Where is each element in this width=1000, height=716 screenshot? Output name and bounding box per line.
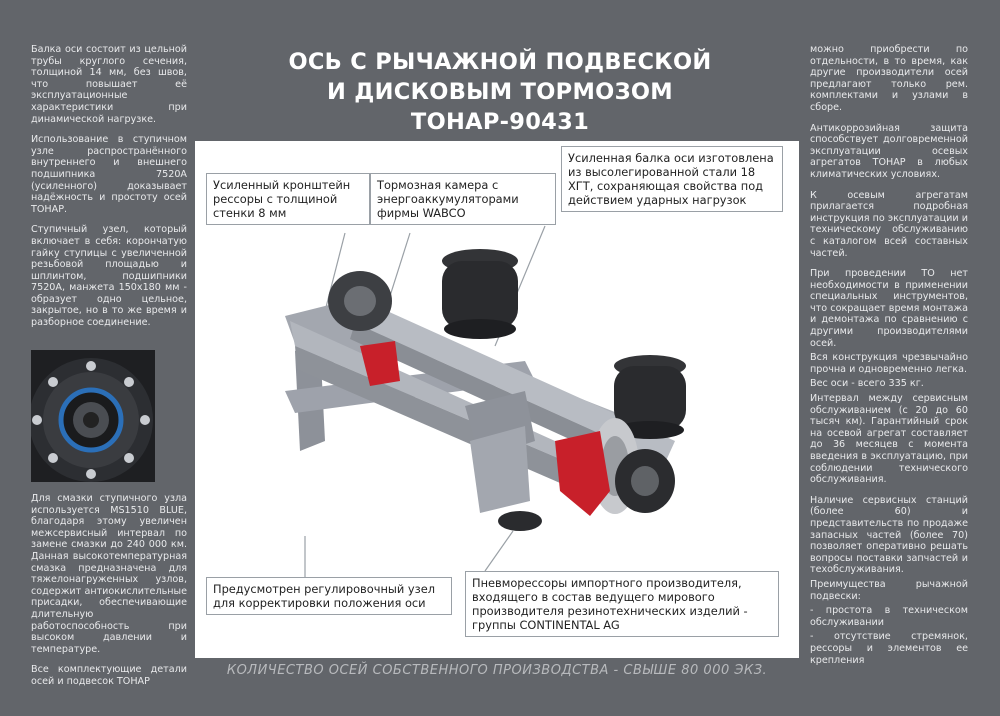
left-text-column	[31, 44, 187, 338]
right-paragraph-7: Интервал между сервисным обслуживанием (с 20 до 60 тысяч км). Гарантийный срок на осевой агрегат составляет до 36 месяцев с момента введения в эксплуатацию, при соблюдении технического обслуживания.	[810, 393, 968, 486]
right-paragraph-6: Вес оси - всего 335 кг.	[810, 378, 924, 390]
callout-bracket-text: Усиленный кронштейн рессоры с толщиной стенки 8 мм	[213, 178, 351, 220]
title-line-2: И ДИСКОВЫМ ТОРМОЗОМ	[327, 79, 673, 105]
left-bottom-paragraph-2: Все комплектующие детали осей и подвесок ТОНАР	[31, 664, 187, 687]
left-paragraph-2: Использование в ступичном узле распространённого внутреннего и внешнего подшипника 7520A (усиленного) доказывает надёжность и простоту осей ТОНАР.	[31, 134, 187, 215]
callout-adjust-unit	[206, 577, 452, 615]
callout-air-springs-text: Пневморессоры импортного производителя, входящего в состав ведущего мирового производителя резинотехнических изделий - группы CONTINENTAL AG	[472, 576, 748, 632]
hub-photo	[31, 350, 155, 482]
left-bottom-paragraph-1: Для смазки ступичного узла используется MS1510 BLUE, благодаря этому увеличен межсервисный интервал по замене смазки до 240 000 км. Данная высокотемпературная смазка предназначена для тяжелонагруженных узлов, содержит антиокислительные присадки, обеспечивающие длительную работоспособность при высоком давлении и температуре.	[31, 493, 187, 655]
right-paragraph-1: можно приобрести по отдельности, в то время, как другие производители осей предлагают только рем. комплектами и узлами в сборе.	[810, 44, 968, 113]
callout-axle-beam-text: Усиленная балка оси изготовлена из высолегированной стали 18 ХГТ, сохраняющая свойства под действием ударных нагрузок	[568, 151, 774, 207]
left-paragraph-1: Балка оси состоит из цельной трубы круглого сечения, толщиной 14 мм, без швов, что повышает её эксплуатационные характеристики при динамической нагрузке.	[31, 44, 187, 125]
right-paragraph-10: - простота в техническом обслуживании	[810, 605, 968, 628]
callout-brake-chamber	[370, 173, 556, 225]
right-text-column	[810, 44, 968, 675]
title-line-1: ОСЬ С РЫЧАЖНОЙ ПОДВЕСКОЙ	[288, 49, 712, 75]
callout-bracket	[206, 173, 370, 225]
illustration-panel	[195, 141, 799, 658]
right-paragraph-4: При проведении ТО нет необходимости в применении специальных инструментов, что сокращает время монтажа и демонтажа по сравнению с другими производителями осей.	[810, 268, 968, 349]
left-text-column-bottom	[31, 493, 187, 697]
right-paragraph-9: Преимущества рычажной подвески:	[810, 578, 968, 602]
callout-brake-chamber-text: Тормозная камера с энергоаккумуляторами фирмы WABCO	[377, 178, 519, 220]
production-footer: КОЛИЧЕСТВО ОСЕЙ СОБСТВЕННОГО ПРОИЗВОДСТВА - СВЫШЕ 80 000 ЭКЗ.	[226, 663, 768, 678]
right-paragraph-5: Вся конструкция чрезвычайно прочна и одновременно легка.	[810, 352, 968, 375]
title-line-3: ТОНАР-90431	[410, 109, 590, 135]
left-paragraph-3: Ступичный узел, который включает в себя: корончатую гайку ступицы с увеличенной резьбовой площадью и шплинтом, подшипники 7520А, манжета 150х180 мм - образует одно цельное, закрытое, но в то же время и разборное соединение.	[31, 224, 187, 329]
callout-air-springs	[465, 571, 779, 637]
right-paragraph-11: - отсутствие стремянок, рессоры и элементов ее крепления	[810, 631, 968, 666]
right-paragraph-3: К осевым агрегатам прилагается подробная инструкция по эксплуатации и техническому обслуживанию с каталогом всей составных частей.	[810, 189, 968, 259]
right-paragraph-8: Наличие сервисных станций (более 60) и представительств по продаже запасных частей (более 70) позволяет оперативно решать вопросы поставки запчастей и техобслуживания.	[810, 494, 968, 576]
callout-adjust-unit-text: Предусмотрен регулировочный узел для корректировки положения оси	[213, 582, 435, 610]
page-title	[220, 47, 780, 137]
right-paragraph-2: Антикоррозийная защита способствует долговременной эксплуатации осевых агрегатов ТОНАР в любых климатических условиях.	[810, 122, 968, 180]
callout-axle-beam	[561, 146, 783, 212]
